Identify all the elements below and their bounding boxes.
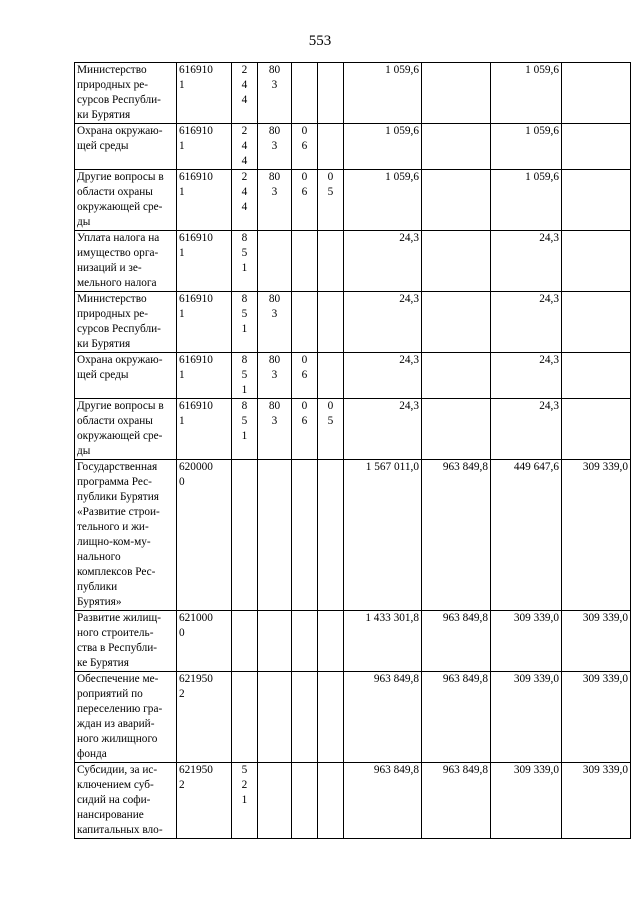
amount-other xyxy=(562,124,631,170)
table-row xyxy=(75,611,631,672)
table-row xyxy=(75,353,631,399)
section-code: 0 6 xyxy=(292,353,318,399)
table-row xyxy=(75,231,631,292)
page-number: 553 xyxy=(308,33,332,49)
target-code: 616910 1 xyxy=(177,170,232,231)
amount-republic: 449 647,6 xyxy=(491,460,562,611)
amount-other xyxy=(562,63,631,124)
section-code xyxy=(292,763,318,839)
row-name: Охрана окружаю- щей среды xyxy=(75,353,177,399)
amount-total: 963 849,8 xyxy=(344,672,422,763)
subsection-code xyxy=(318,460,344,611)
table-row xyxy=(75,399,631,460)
target-code: 621950 2 xyxy=(177,672,232,763)
subsection-code xyxy=(318,763,344,839)
subsection-code xyxy=(318,292,344,353)
subsection-code xyxy=(318,672,344,763)
section-code xyxy=(292,63,318,124)
expense-type: 8 5 1 xyxy=(232,292,258,353)
amount-other: 309 339,0 xyxy=(562,672,631,763)
ministry-code: 80 3 xyxy=(258,170,292,231)
table-row xyxy=(75,460,631,611)
budget-table xyxy=(74,62,631,839)
amount-republic: 1 059,6 xyxy=(491,124,562,170)
amount-total: 24,3 xyxy=(344,353,422,399)
expense-type: 8 5 1 xyxy=(232,399,258,460)
amount-republic: 309 339,0 xyxy=(491,672,562,763)
amount-federal: 963 849,8 xyxy=(422,763,491,839)
target-code: 616910 1 xyxy=(177,353,232,399)
amount-republic: 309 339,0 xyxy=(491,611,562,672)
ministry-code xyxy=(258,460,292,611)
row-name: Министерство природных ре- сурсов Республи- ки Бурятия xyxy=(75,292,177,353)
table-row xyxy=(75,170,631,231)
row-name: Развитие жилищ- ного строитель- ства в Республи- ке Бурятия xyxy=(75,611,177,672)
amount-other xyxy=(562,170,631,231)
target-code: 616910 1 xyxy=(177,292,232,353)
ministry-code: 80 3 xyxy=(258,292,292,353)
amount-federal xyxy=(422,63,491,124)
amount-republic: 24,3 xyxy=(491,399,562,460)
amount-republic: 1 059,6 xyxy=(491,63,562,124)
target-code: 616910 1 xyxy=(177,124,232,170)
amount-total: 1 059,6 xyxy=(344,170,422,231)
amount-republic: 24,3 xyxy=(491,292,562,353)
amount-federal: 963 849,8 xyxy=(422,672,491,763)
amount-republic: 24,3 xyxy=(491,231,562,292)
row-name: Обеспечение ме- роприятий по переселению гра- ждан из аварий- ного жилищного фонда xyxy=(75,672,177,763)
expense-type xyxy=(232,611,258,672)
section-code xyxy=(292,292,318,353)
table-row xyxy=(75,63,631,124)
amount-total: 24,3 xyxy=(344,292,422,353)
target-code: 616910 1 xyxy=(177,399,232,460)
amount-total: 1 433 301,8 xyxy=(344,611,422,672)
amount-federal xyxy=(422,124,491,170)
section-code: 0 6 xyxy=(292,399,318,460)
expense-type: 2 4 4 xyxy=(232,170,258,231)
expense-type: 5 2 1 xyxy=(232,763,258,839)
amount-other xyxy=(562,231,631,292)
amount-federal: 963 849,8 xyxy=(422,460,491,611)
ministry-code xyxy=(258,763,292,839)
amount-federal xyxy=(422,353,491,399)
amount-total: 1 059,6 xyxy=(344,63,422,124)
amount-total: 24,3 xyxy=(344,231,422,292)
subsection-code xyxy=(318,124,344,170)
ministry-code xyxy=(258,611,292,672)
amount-other: 309 339,0 xyxy=(562,763,631,839)
amount-total: 24,3 xyxy=(344,399,422,460)
subsection-code xyxy=(318,63,344,124)
amount-federal xyxy=(422,292,491,353)
row-name: Министерство природных ре- сурсов Республи- ки Бурятия xyxy=(75,63,177,124)
target-code: 621000 0 xyxy=(177,611,232,672)
table-row xyxy=(75,672,631,763)
expense-type: 8 5 1 xyxy=(232,353,258,399)
amount-federal xyxy=(422,170,491,231)
amount-federal: 963 849,8 xyxy=(422,611,491,672)
subsection-code xyxy=(318,611,344,672)
amount-other: 309 339,0 xyxy=(562,611,631,672)
row-name: Уплата налога на имущество орга- низаций и зе- мельного налога xyxy=(75,231,177,292)
amount-total: 1 059,6 xyxy=(344,124,422,170)
amount-republic: 1 059,6 xyxy=(491,170,562,231)
amount-republic: 24,3 xyxy=(491,353,562,399)
amount-federal xyxy=(422,231,491,292)
expense-type: 8 5 1 xyxy=(232,231,258,292)
row-name: Другие вопросы в области охраны окружающей сре- ды xyxy=(75,399,177,460)
ministry-code xyxy=(258,672,292,763)
target-code: 616910 1 xyxy=(177,231,232,292)
section-code: 0 6 xyxy=(292,124,318,170)
row-name: Охрана окружаю- щей среды xyxy=(75,124,177,170)
expense-type: 2 4 4 xyxy=(232,63,258,124)
ministry-code: 80 3 xyxy=(258,353,292,399)
ministry-code: 80 3 xyxy=(258,124,292,170)
ministry-code: 80 3 xyxy=(258,399,292,460)
amount-republic: 309 339,0 xyxy=(491,763,562,839)
row-name: Другие вопросы в области охраны окружающей сре- ды xyxy=(75,170,177,231)
section-code xyxy=(292,231,318,292)
ministry-code: 80 3 xyxy=(258,63,292,124)
table-row xyxy=(75,124,631,170)
amount-total: 963 849,8 xyxy=(344,763,422,839)
amount-other xyxy=(562,353,631,399)
target-code: 621950 2 xyxy=(177,763,232,839)
section-code xyxy=(292,460,318,611)
subsection-code xyxy=(318,353,344,399)
subsection-code: 0 5 xyxy=(318,399,344,460)
row-name: Государственная программа Рес- публики Бурятия «Развитие строи- тельного и жи- лищно-ком-му- нального комплексов Рес- публики Бурятия» xyxy=(75,460,177,611)
ministry-code xyxy=(258,231,292,292)
amount-federal xyxy=(422,399,491,460)
target-code: 620000 0 xyxy=(177,460,232,611)
expense-type xyxy=(232,460,258,611)
expense-type: 2 4 4 xyxy=(232,124,258,170)
section-code xyxy=(292,611,318,672)
table-row xyxy=(75,763,631,839)
amount-total: 1 567 011,0 xyxy=(344,460,422,611)
subsection-code xyxy=(318,231,344,292)
section-code xyxy=(292,672,318,763)
target-code: 616910 1 xyxy=(177,63,232,124)
amount-other: 309 339,0 xyxy=(562,460,631,611)
table-row xyxy=(75,292,631,353)
section-code: 0 6 xyxy=(292,170,318,231)
amount-other xyxy=(562,399,631,460)
expense-type xyxy=(232,672,258,763)
subsection-code: 0 5 xyxy=(318,170,344,231)
amount-other xyxy=(562,292,631,353)
row-name: Субсидии, за ис- ключением суб- сидий на софи- нансирование капитальных вло- xyxy=(75,763,177,839)
